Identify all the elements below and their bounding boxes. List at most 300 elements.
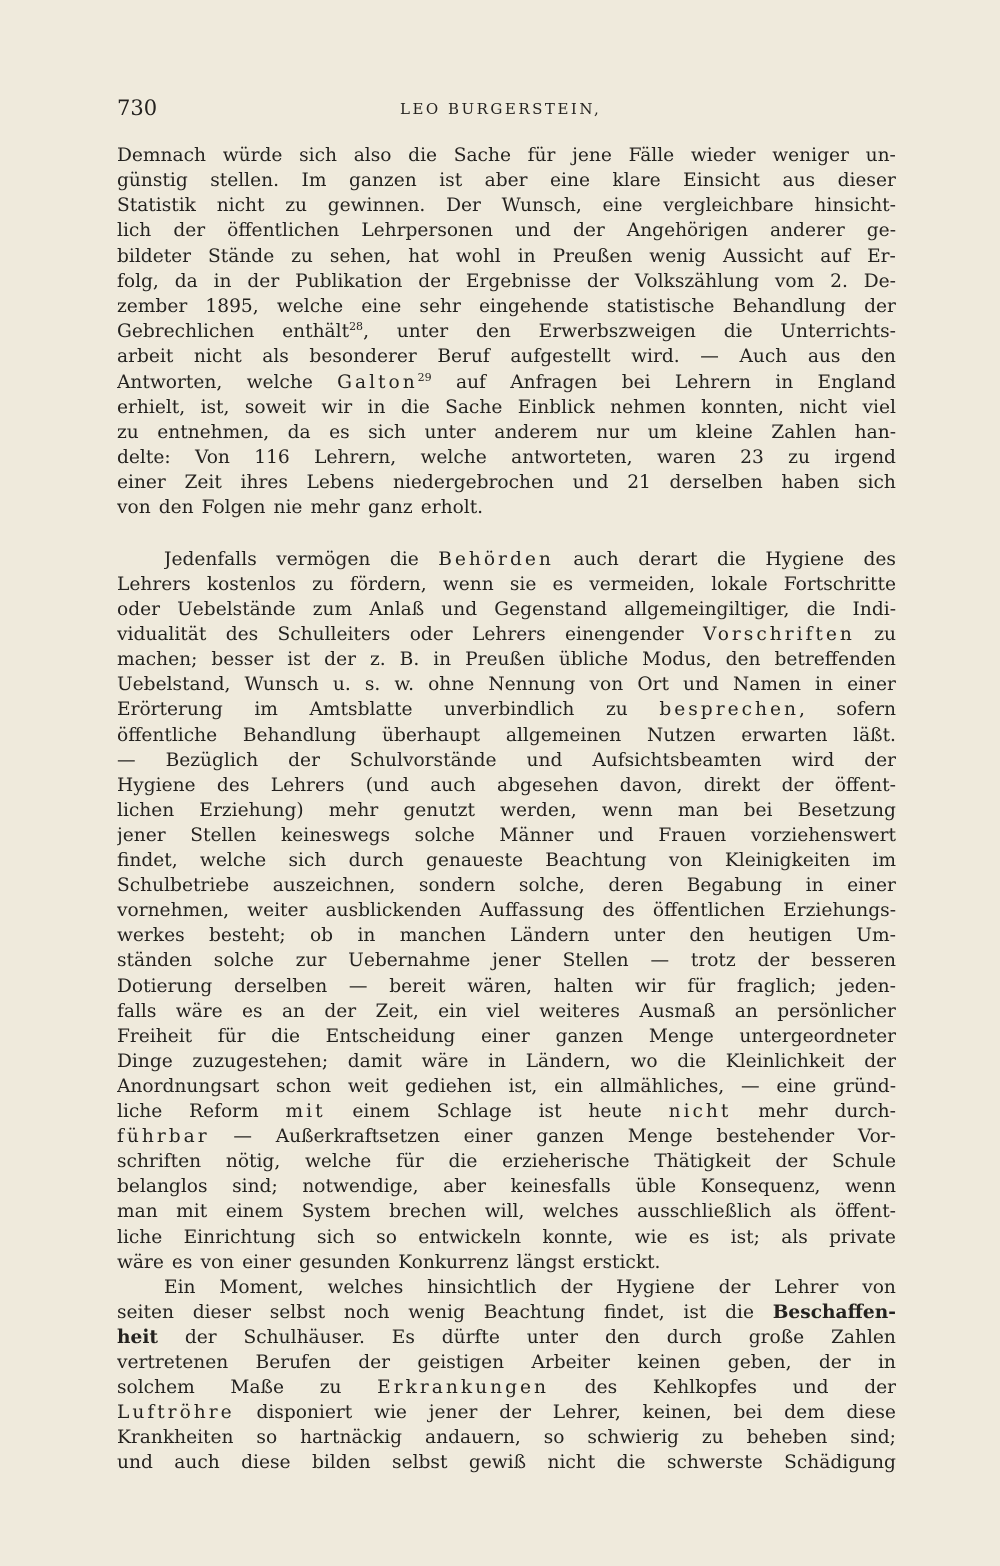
word: ist;	[730, 1227, 760, 1248]
word: auf	[455, 372, 486, 393]
word: Fortschritte	[783, 574, 896, 595]
word: Kleinlichkeit	[725, 1051, 845, 1072]
word: schwierig	[587, 1427, 679, 1448]
word: klare	[612, 170, 661, 191]
word: Luftröhre	[117, 1402, 235, 1423]
word: will,	[484, 1201, 525, 1222]
word: jener	[117, 825, 166, 846]
word: einer	[117, 472, 166, 493]
text-line	[117, 672, 896, 698]
text-line	[117, 445, 896, 471]
word: der	[247, 271, 280, 292]
word: eine	[776, 1076, 817, 1097]
word: liche	[117, 1101, 163, 1122]
word: selbst	[392, 1452, 448, 1473]
word: Ländern	[510, 925, 590, 946]
word: heit	[117, 1327, 159, 1348]
word: der	[587, 271, 619, 292]
word: vergleichbare	[663, 195, 794, 216]
word: des	[602, 900, 635, 921]
word: Einsicht	[683, 170, 760, 191]
word: des	[216, 775, 250, 796]
word: unter	[526, 1327, 579, 1348]
word: sich	[299, 145, 337, 166]
word: niedergebrochen	[393, 472, 554, 493]
text-line	[117, 697, 896, 723]
word: ganz	[367, 497, 413, 518]
word: ist,	[508, 1076, 538, 1097]
word: als	[262, 346, 289, 367]
word: England	[817, 372, 896, 393]
word: delte:	[117, 447, 171, 468]
word: Es	[391, 1327, 415, 1348]
word: Nennung	[488, 674, 576, 695]
word: ganzen	[555, 1026, 624, 1047]
word: Außerkraftsetzen	[275, 1126, 440, 1147]
word: würde	[222, 145, 283, 166]
word: auszeichnen,	[272, 875, 396, 896]
word: Aussicht	[722, 246, 804, 267]
word: in	[805, 875, 824, 896]
word: sehr	[419, 296, 461, 317]
text-line	[117, 420, 896, 446]
text-line	[117, 923, 896, 949]
word: Gebrechlichen	[117, 321, 255, 342]
word: solche,	[518, 875, 585, 896]
word: nicht	[216, 195, 265, 216]
word: die	[723, 321, 753, 342]
word: Einblick	[517, 397, 595, 418]
word: zu	[319, 1377, 342, 1398]
text-line	[117, 1174, 896, 1200]
word: nicht	[799, 397, 848, 418]
word: erstickt.	[582, 1252, 661, 1273]
word: 1895,	[205, 296, 259, 317]
word: hinsicht-	[814, 195, 896, 216]
word: der	[864, 1051, 896, 1072]
word: Zeit,	[375, 1001, 419, 1022]
word: ausblickenden	[325, 900, 462, 921]
text-line	[117, 1149, 896, 1175]
word: brechen	[389, 1201, 467, 1222]
word: Uebelstände	[177, 599, 296, 620]
word: aber	[484, 170, 528, 191]
word: konnten,	[701, 397, 784, 418]
word: stellen.	[210, 170, 280, 191]
text-line	[117, 1199, 896, 1225]
text-line	[117, 269, 896, 295]
word: Fälle	[628, 145, 675, 166]
word: —	[650, 950, 670, 971]
word: vorziehenswert	[750, 825, 896, 846]
text-line	[117, 1250, 896, 1276]
word: andauern,	[425, 1427, 521, 1448]
word: Krankheiten	[117, 1427, 234, 1448]
word: nicht	[547, 1452, 596, 1473]
word: so	[376, 1227, 397, 1248]
word: irgend	[834, 447, 896, 468]
word: wäre	[421, 1051, 469, 1072]
word: in	[815, 674, 833, 695]
word: wäre	[175, 1001, 223, 1022]
word: Beruf	[437, 346, 490, 367]
word: besteht;	[208, 925, 286, 946]
word: oder	[117, 599, 160, 620]
word: zum	[312, 599, 353, 620]
word: ein	[438, 1001, 468, 1022]
word: also	[353, 145, 392, 166]
text-line	[117, 168, 896, 194]
word: der	[184, 1327, 217, 1348]
word: dieser	[837, 170, 896, 191]
word: manchen	[399, 925, 486, 946]
word: w.	[394, 674, 415, 695]
text-line	[117, 1300, 896, 1326]
word: die	[677, 1051, 707, 1072]
word: zu	[874, 624, 896, 645]
word: den	[861, 346, 896, 367]
word: für	[395, 1151, 424, 1172]
word: Um-	[856, 925, 896, 946]
word: der	[864, 296, 896, 317]
text-line	[117, 1099, 896, 1125]
text-line	[117, 1450, 896, 1476]
word: eine	[361, 296, 402, 317]
word: Erziehungs-	[783, 900, 896, 921]
word: Schädigung	[784, 1452, 896, 1473]
word: dieser	[192, 1302, 251, 1323]
word: bei	[621, 372, 651, 393]
word: wo	[630, 1051, 658, 1072]
word: Schulvorstände	[349, 750, 497, 771]
text-line	[117, 244, 896, 270]
word: Demnach	[117, 145, 206, 166]
word: z.	[369, 649, 386, 670]
word: es	[242, 1001, 263, 1022]
word: ihres	[240, 472, 288, 493]
word: gesunden	[298, 1252, 391, 1273]
word: zu	[312, 574, 334, 595]
word: Schule	[831, 1151, 896, 1172]
word: Angehörigen	[626, 220, 748, 241]
word: eine	[550, 170, 590, 191]
word: Stellen	[190, 825, 257, 846]
word: der	[560, 1277, 593, 1298]
word: Vorschriften	[702, 624, 855, 645]
text-line	[117, 723, 896, 749]
word: Erziehung)	[199, 800, 304, 821]
word: soweit	[244, 397, 306, 418]
word: Kehlkopfes	[652, 1377, 757, 1398]
word: vermögen	[276, 549, 371, 570]
word: schon	[275, 1076, 332, 1097]
word: zur	[295, 950, 327, 971]
word: erzieherische	[502, 1151, 630, 1172]
word: den	[725, 649, 761, 670]
word: unter	[396, 321, 449, 342]
word: der	[499, 1402, 531, 1423]
word: lokale	[711, 574, 768, 595]
text-line	[117, 1074, 896, 1100]
word: Maße	[230, 1377, 284, 1398]
word: überhaupt	[381, 725, 481, 746]
text-line	[117, 218, 896, 244]
word: Sache	[445, 397, 503, 418]
word: werkes	[117, 925, 185, 946]
word: seiten	[117, 1302, 174, 1323]
word: der	[718, 1277, 751, 1298]
word: längst	[516, 1252, 575, 1273]
word: der	[757, 950, 790, 971]
word: Schulbetriebe	[117, 875, 250, 896]
word: einem	[225, 1201, 284, 1222]
word: kleine	[695, 422, 753, 443]
text-line	[117, 1225, 896, 1251]
word: einer	[847, 674, 896, 695]
text-line	[117, 1425, 896, 1451]
word: in	[877, 1352, 896, 1373]
word: wenn	[442, 574, 494, 595]
word: entwickeln	[418, 1227, 522, 1248]
word: enthält$^{28}$,	[282, 319, 369, 342]
word: entnehmen,	[157, 422, 270, 443]
word: sich	[316, 1227, 355, 1248]
word: mit	[285, 1101, 326, 1122]
word: fördern,	[350, 574, 427, 595]
word: sondern	[418, 875, 496, 896]
word: öffent-	[834, 775, 896, 796]
word: erhielt,	[117, 397, 186, 418]
word: Gegenstand	[494, 599, 607, 620]
text-line	[117, 1049, 896, 1075]
text-line	[117, 798, 896, 824]
word: Lehrern,	[314, 447, 397, 468]
word: —	[700, 346, 719, 367]
word: bestehender	[716, 1126, 835, 1147]
word: erwarten	[741, 725, 828, 746]
word: und	[515, 220, 551, 241]
word: Preußen	[552, 246, 633, 267]
word: sich	[368, 422, 407, 443]
word: des	[225, 624, 259, 645]
word: Modus,	[642, 649, 712, 670]
word: aufgestellt	[510, 346, 611, 367]
word: wäre	[117, 1252, 164, 1273]
word: von	[589, 674, 624, 695]
text-line	[117, 1124, 896, 1150]
word: große	[748, 1327, 805, 1348]
word: weniger	[772, 145, 849, 166]
word: beheben	[746, 1427, 828, 1448]
word: allgemeinen	[505, 725, 622, 746]
word: wir	[634, 976, 666, 997]
word: diese	[846, 1402, 896, 1423]
word: ist	[287, 649, 311, 670]
word: den	[475, 321, 511, 342]
word: Antworten,	[117, 372, 223, 393]
word: Besetzung	[797, 800, 896, 821]
text-line	[117, 1350, 896, 1376]
word: sofern	[836, 699, 896, 720]
word: keinesfalls	[510, 1176, 611, 1197]
word: geistigen	[417, 1352, 505, 1373]
word: aber	[443, 1176, 487, 1197]
word: statistische	[606, 296, 715, 317]
word: bildeter	[117, 246, 192, 267]
word: unter	[424, 422, 476, 443]
word: erholt.	[420, 497, 484, 518]
word: ausschließlich	[637, 1201, 772, 1222]
word: die	[389, 549, 419, 570]
word: Konsequenz,	[700, 1176, 821, 1197]
word: Uebernahme	[348, 950, 471, 971]
word: —	[117, 750, 136, 771]
text-line	[117, 294, 896, 320]
word: solchem	[117, 1377, 195, 1398]
word: Ort	[637, 674, 669, 695]
word: der	[572, 220, 605, 241]
word: die	[408, 145, 438, 166]
word: jeden-	[837, 976, 896, 997]
word: vidualität	[117, 624, 207, 645]
word: in	[433, 649, 452, 670]
word: einengender	[565, 624, 684, 645]
word: arbeit	[117, 346, 174, 367]
text-line	[117, 748, 896, 774]
word: durch	[348, 850, 404, 871]
word: Schulhäuser.	[243, 1327, 365, 1348]
word: Behörden	[438, 549, 554, 570]
word: Moment,	[219, 1277, 304, 1298]
word: Ein	[164, 1277, 196, 1298]
word: sie	[509, 574, 537, 595]
word: abgesehen	[497, 775, 599, 796]
word: auch	[430, 775, 476, 796]
word: der	[324, 649, 356, 670]
word: einer	[847, 875, 896, 896]
word: üble	[635, 1176, 677, 1197]
word: wieder	[690, 145, 756, 166]
word: Lehrer,	[552, 1402, 621, 1423]
word: Uebelstand,	[117, 674, 231, 695]
word: öffentlichen	[227, 220, 340, 241]
word: kostenlos	[206, 574, 296, 595]
word: Aufsichtsbeamten	[592, 750, 762, 771]
word: dürfte	[441, 1327, 500, 1348]
word: gründ-	[833, 1076, 896, 1097]
word: Beachtung	[545, 850, 647, 871]
word: fraglich;	[736, 976, 817, 997]
word: De-	[863, 271, 896, 292]
word: welche	[276, 296, 344, 317]
word: derselben	[234, 976, 328, 997]
word: Schulleiters	[277, 624, 391, 645]
word: Publikation	[295, 271, 403, 292]
word: welche	[199, 850, 267, 871]
page-number: 730	[117, 96, 158, 120]
word: wird	[791, 750, 835, 771]
word: han-	[854, 422, 896, 443]
word: Ländern,	[525, 1051, 611, 1072]
word: Preußen	[465, 649, 545, 670]
word: den	[604, 1327, 640, 1348]
word: im	[872, 850, 896, 871]
word: untergeordneter	[739, 1026, 896, 1047]
word: davon,	[619, 775, 683, 796]
word: auch	[174, 1452, 220, 1473]
word: un-	[865, 145, 896, 166]
word: schwerste	[666, 1452, 763, 1473]
word: machen;	[117, 649, 198, 670]
word: mehr	[328, 800, 379, 821]
word: um	[647, 422, 678, 443]
word: für	[217, 1026, 246, 1047]
word: allgemeingiltiger,	[624, 599, 790, 620]
word: mit	[176, 1201, 208, 1222]
word: einer	[480, 1026, 530, 1047]
word: in	[357, 925, 376, 946]
text-line	[117, 898, 896, 924]
word: genutzt	[403, 800, 475, 821]
word: weiter	[247, 900, 308, 921]
word: —	[740, 1076, 760, 1097]
word: Erwerbszweigen	[538, 321, 696, 342]
word: für	[687, 976, 716, 997]
word: es	[688, 1227, 710, 1248]
word: Hygiene	[765, 549, 844, 570]
word: viel	[486, 1001, 520, 1022]
word: Zahlen	[771, 422, 837, 443]
word: von	[117, 497, 151, 518]
word: da	[287, 422, 311, 443]
word: Ausmaß	[639, 1001, 716, 1022]
word: unter	[613, 925, 666, 946]
word: von	[862, 1277, 896, 1298]
word: Wunsch,	[501, 195, 582, 216]
word: Begabung	[686, 875, 783, 896]
word: vornehmen,	[117, 900, 230, 921]
word: Berufen	[255, 1352, 331, 1373]
word: damit	[347, 1051, 402, 1072]
word: solche	[213, 950, 274, 971]
word: Der	[446, 195, 481, 216]
word: es	[552, 574, 574, 595]
word: läßt.	[853, 725, 896, 746]
word: der	[818, 1352, 851, 1373]
word: Erörterung	[117, 699, 223, 720]
word: 21	[627, 472, 651, 493]
word: bei	[733, 1402, 763, 1423]
word: öffentlichen	[652, 900, 766, 921]
word: Männer	[499, 825, 574, 846]
word: sich	[858, 472, 896, 493]
word: anderer	[770, 220, 845, 241]
word: den	[158, 497, 194, 518]
text-line	[117, 647, 896, 673]
word: übliche	[558, 649, 629, 670]
word: zu	[788, 447, 810, 468]
word: Kleinigkeiten	[724, 850, 851, 871]
word: Zeit	[184, 472, 222, 493]
word: keinen	[637, 1352, 701, 1373]
word: belanglos	[117, 1176, 208, 1197]
text-line	[117, 395, 896, 421]
word: der	[324, 1001, 357, 1022]
word: besonderer	[309, 346, 417, 367]
word: Einrichtung	[183, 1227, 296, 1248]
word: durch	[666, 1327, 722, 1348]
word: Nutzen	[646, 725, 716, 746]
